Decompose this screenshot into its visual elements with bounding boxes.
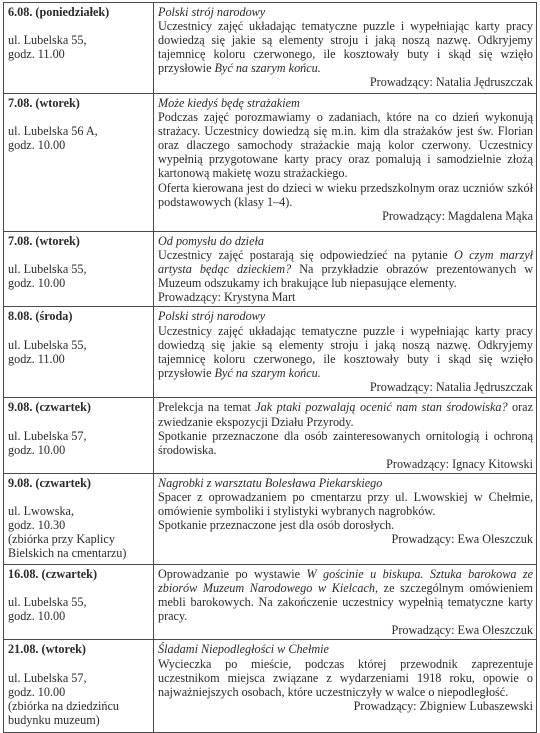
- event-location-line: (zbiórka na dziedzińcu: [8, 698, 119, 713]
- event-location-line: godz. 11.00: [8, 351, 65, 366]
- event-description-text: Na przykładzie obrazów prezentowanych w Muzeum odszukamy ich brakujące lub niepasujące elementy.: [158, 262, 533, 291]
- event-row: [4, 3, 537, 94]
- event-location: [8, 671, 150, 727]
- event-date-location-cell: [4, 564, 154, 639]
- event-location: [8, 262, 150, 290]
- event-description: [158, 324, 533, 380]
- event-location-line: ul. Lubelska 56 A,: [8, 124, 98, 139]
- event-presenter: Prowadzący: Krystyna Mart: [158, 290, 296, 305]
- event-description: [158, 657, 533, 699]
- event-date: 21.08. (wtorek): [8, 642, 86, 657]
- event-description-paragraph: [158, 518, 533, 532]
- event-date: 16.08. (czwartek): [8, 566, 98, 581]
- event-description-text: Uczestnicy zajęć układając tematyczne puzzle i wypełniając karty pracy dowiedzą się jakie są elementy stroju i jaką noszą nazwę. Odkryjemy tajemnicę koloru czerwonego, ile kosztowały buty i skąd się wzięło przysłowie: [158, 323, 533, 380]
- event-description: [158, 110, 533, 209]
- event-description-italic: W gościnie u biskupa. Sztuka barokowa ze zbiorów Muzeum Narodowego w Kielcach: [158, 566, 534, 596]
- event-description-paragraph: [158, 248, 533, 290]
- event-details-cell: [154, 307, 537, 398]
- event-date-location-cell: [4, 232, 154, 307]
- event-location-line: budynku muzeum): [8, 712, 100, 727]
- event-location-line: godz. 10.00: [8, 138, 66, 153]
- event-description-italic: Być na szarym końcu.: [214, 61, 321, 76]
- event-row: [4, 473, 537, 564]
- event-location-line: Bielskich na cmentarzu): [8, 546, 127, 561]
- event-presenter: Prowadzący: Zbigniew Lubaszewski: [353, 698, 533, 713]
- event-date-location-cell: [4, 398, 154, 473]
- event-title: Polski strój narodowy: [158, 309, 266, 324]
- event-location-line: godz. 10.00: [8, 684, 66, 699]
- event-location-line: godz. 10.00: [8, 276, 66, 291]
- event-location-line: godz. 10.00: [8, 609, 66, 624]
- event-details-cell: [154, 564, 537, 639]
- event-location-line: ul. Lubelska 57,: [8, 670, 87, 685]
- event-description: [158, 19, 533, 75]
- event-description-paragraph: [158, 110, 533, 180]
- event-title: Polski strój narodowy: [158, 5, 266, 19]
- event-location-line: ul. Lubelska 57,: [8, 428, 87, 443]
- event-location: [8, 429, 150, 457]
- event-date: 9.08. (czwartek): [8, 400, 91, 415]
- event-description-italic: Jak ptaki pozwalają ocenić nam stan środowiska?: [255, 400, 508, 415]
- event-description-text: Uczestnicy zajęć układając tematyczne puzzle i wypełniając karty pracy dowiedzą się jakie są elementy stroju i jaką noszą nazwę. Odkryjemy tajemnicę koloru czerwonego, ile kosztowały buty i skąd się wzięło przysłowie: [158, 19, 533, 76]
- event-location: [8, 504, 150, 560]
- event-description: [158, 400, 533, 456]
- event-location: [8, 595, 150, 623]
- event-date: 7.08. (wtorek): [8, 96, 80, 110]
- event-title: Może kiedyś będę strażakiem: [158, 96, 300, 110]
- event-location-line: ul. Lubelska 55,: [8, 262, 87, 277]
- event-location-line: godz. 10.00: [8, 442, 66, 457]
- event-location: [8, 124, 150, 152]
- event-description-paragraph: [158, 19, 533, 75]
- event-presenter: Prowadzący: Natalia Jędruszczak: [369, 75, 533, 90]
- event-description-paragraph: [158, 657, 533, 699]
- event-date-location-cell: [4, 94, 154, 232]
- event-description-text: Prelekcja na temat: [158, 400, 256, 415]
- event-description-italic: O czym marzył artysta będąc dzieckiem?: [158, 248, 534, 277]
- event-details-cell: [154, 640, 537, 733]
- event-date-location-cell: [4, 640, 154, 733]
- event-description-paragraph: [158, 181, 533, 209]
- event-description-text: Oprowadzanie po wystawie: [158, 566, 307, 581]
- event-description-paragraph: [158, 324, 533, 380]
- event-row: [4, 307, 537, 398]
- event-location-line: ul. Lubelska 55,: [8, 595, 87, 610]
- event-title: Od pomysłu do dzieła: [158, 234, 264, 248]
- event-description-text: , ze szczególnym omówieniem mebli barokowych. Na zakończenie uczestnicy wypełnią tematyczne karty pracy.: [158, 581, 533, 624]
- event-date: 6.08. (poniedziałek): [8, 5, 110, 19]
- event-row: [4, 564, 537, 639]
- event-date-location-cell: [4, 473, 154, 564]
- event-date-location-cell: [4, 307, 154, 398]
- event-location: [8, 33, 150, 61]
- event-details-cell: [154, 3, 537, 94]
- event-description-text: Spacer z oprowadzaniem po cmentarzu przy ul. Lwowskiej w Chełmie, omówienie symboliki i stylistyki wybranych nagrobków.: [158, 490, 533, 519]
- event-row: [4, 398, 537, 473]
- event-location-line: godz. 11.00: [8, 47, 65, 62]
- event-title: Nagrobki z warsztatu Bolesława Piekarskiego: [158, 475, 383, 490]
- event-description-paragraph: [158, 567, 533, 623]
- event-schedule-table: [3, 2, 537, 733]
- event-date: 7.08. (wtorek): [8, 234, 80, 248]
- event-description-text: Spotkanie przeznaczone dla osób zainteresowanych ornitologią i ochroną środowiska.: [158, 428, 533, 457]
- event-description: [158, 490, 533, 532]
- event-presenter: Prowadzący: Magdalena Mąka: [382, 208, 533, 223]
- event-details-cell: [154, 94, 537, 232]
- event-title: Śladami Niepodległości w Chełmie: [158, 642, 329, 657]
- event-row: [4, 94, 537, 232]
- event-location-line: (zbiórka przy Kaplicy: [8, 532, 115, 547]
- event-description-paragraph: [158, 429, 533, 457]
- event-description-italic: Być na szarym końcu.: [214, 365, 321, 380]
- event-details-cell: [154, 473, 537, 564]
- event-description-text: Oferta kierowana jest do dzieci w wieku przedszkolnym oraz uczniów szkół podstawowych (klasy 1–4).: [158, 180, 533, 209]
- event-details-cell: [154, 398, 537, 473]
- event-description-text: Podczas zajęć porozmawiamy o zadaniach, które na co dzień wykonują strażacy. Uczestnicy dowiedzą się m.in. kim dla strażaków jest św. Florian oraz dlaczego samochody strażackie mają kolor czerwony. Uczestnicy wypełnią przygotowane karty pracy oraz pomalują i samodzielnie złożą kartonową makietę wozu strażackiego.: [158, 110, 533, 181]
- event-date: 8.08. (środa): [8, 309, 73, 324]
- event-description-paragraph: [158, 490, 533, 518]
- event-description-text: Wycieczka po mieście, podczas której przewodnik zaprezentuje uczestnikom miejsca związane z wydarzeniami 1918 roku, opowie o najważniejszych osobach, które uczestniczyły w walce o niepodległość.: [158, 656, 533, 699]
- event-presenter: Prowadzący: Ignacy Kitowski: [386, 456, 533, 471]
- event-description-paragraph: [158, 400, 533, 428]
- event-description: [158, 248, 533, 290]
- event-row: [4, 640, 537, 733]
- event-row: [4, 232, 537, 307]
- event-location: [8, 338, 150, 366]
- event-location-line: ul. Lubelska 55,: [8, 33, 87, 48]
- event-description: [158, 567, 533, 623]
- event-description-text: oraz zwiedzanie ekspozycji Działu Przyrody.: [158, 400, 533, 429]
- event-location-line: ul. Lwowska,: [8, 504, 75, 519]
- event-presenter: Prowadzący: Ewa Oleszczuk: [391, 532, 533, 547]
- event-location-line: godz. 10.30: [8, 518, 66, 533]
- event-presenter: Prowadzący: Natalia Jędruszczak: [369, 379, 533, 394]
- event-description-text: Uczestnicy zajęć postarają się odpowiedzieć na pytanie: [158, 248, 455, 263]
- event-date: 9.08. (czwartek): [8, 475, 91, 490]
- event-presenter: Prowadzący: Ewa Oleszczuk: [391, 623, 533, 638]
- event-details-cell: [154, 232, 537, 307]
- event-date-location-cell: [4, 3, 154, 94]
- event-description-text: Spotkanie przeznaczone jest dla osób dorosłych.: [158, 518, 395, 533]
- event-location-line: ul. Lubelska 55,: [8, 337, 87, 352]
